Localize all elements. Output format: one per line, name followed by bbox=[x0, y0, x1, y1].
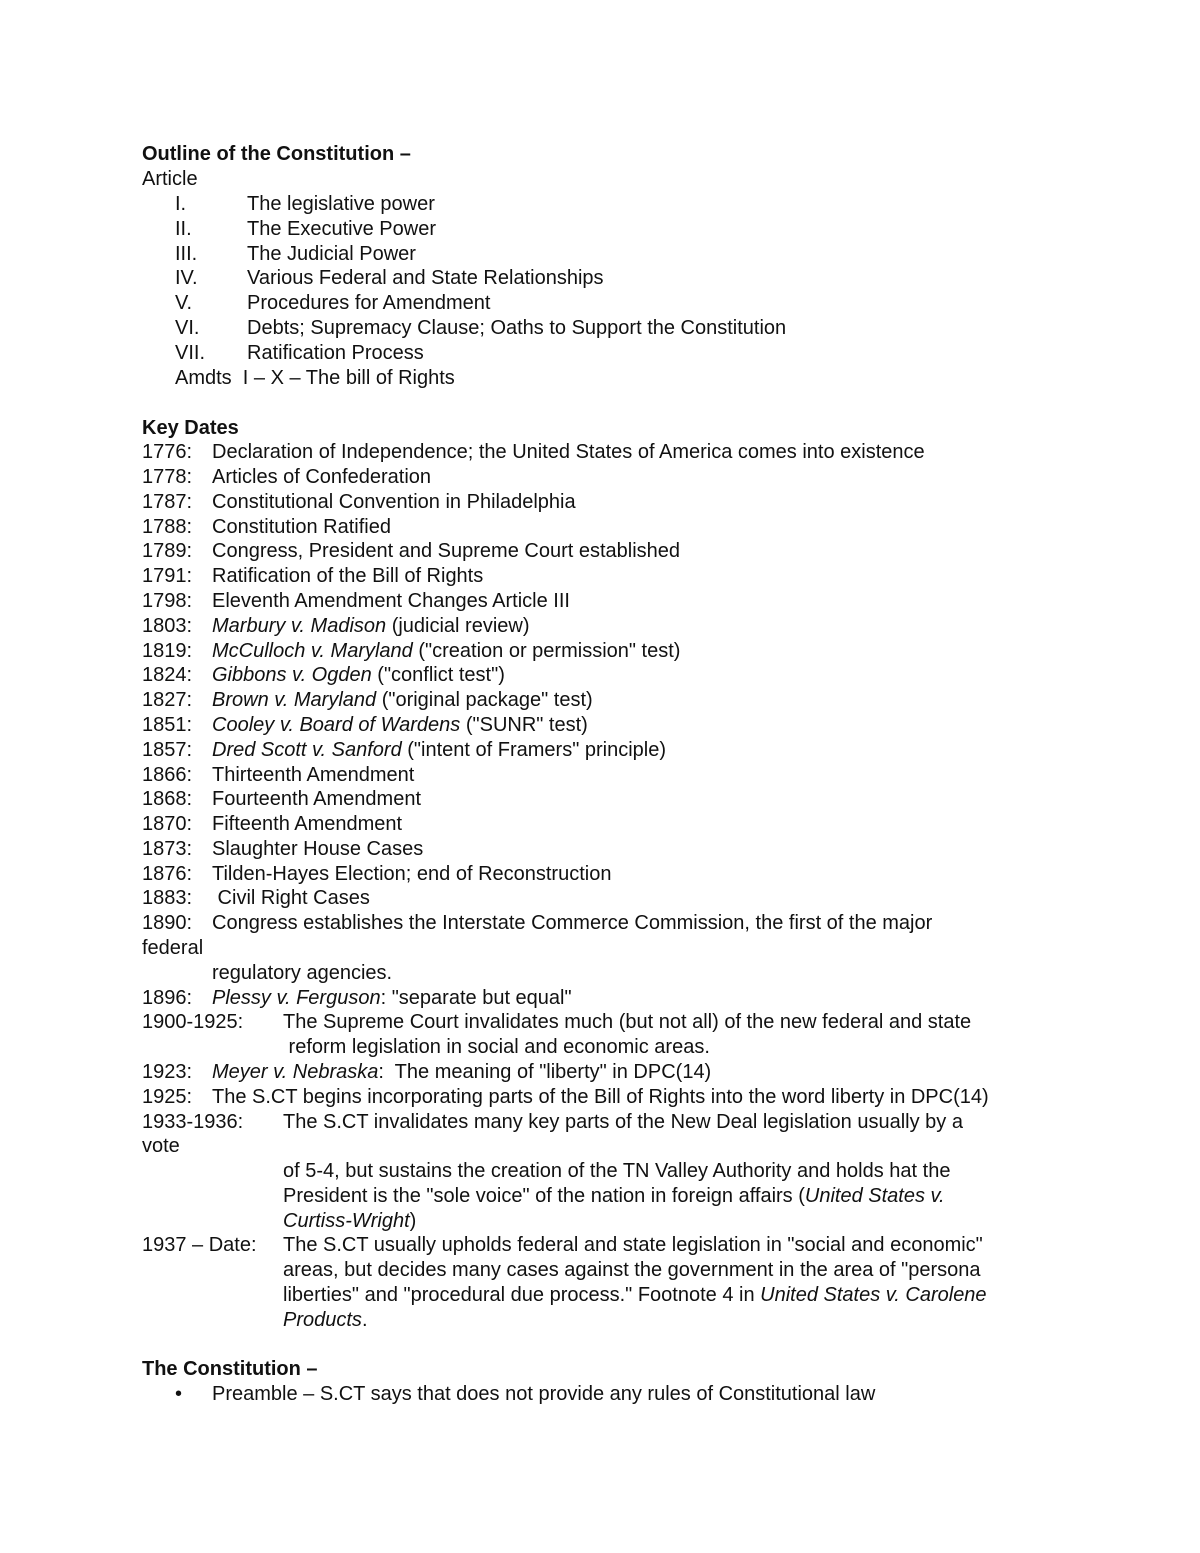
date-continuation bbox=[283, 1184, 945, 1208]
article-number: I. bbox=[175, 193, 187, 215]
date-text bbox=[212, 738, 666, 762]
date-year: 1866: bbox=[142, 764, 193, 786]
bullet-text: Preamble – S.CT says that does not provide any rules of Constitutional law bbox=[212, 1383, 876, 1405]
case-name: Brown v. Maryland bbox=[212, 689, 377, 711]
date-year: 1788: bbox=[142, 516, 193, 538]
date-wrap: federal bbox=[142, 937, 204, 959]
date-text bbox=[212, 713, 588, 737]
date-year: 1791: bbox=[142, 565, 193, 587]
bullet-icon: • bbox=[175, 1383, 183, 1405]
date-text: The S.CT usually upholds federal and state legislation in "social and economic" bbox=[283, 1234, 983, 1256]
continuation-text: . bbox=[361, 1309, 368, 1331]
article-number: V. bbox=[175, 292, 193, 314]
article-number: IV. bbox=[175, 267, 198, 289]
article-number: VII. bbox=[175, 342, 206, 364]
article-text: Ratification Process bbox=[247, 342, 424, 364]
date-continuation bbox=[283, 1308, 368, 1332]
case-note: ("intent of Framers" principle) bbox=[401, 739, 666, 761]
case-name: Plessy v. Ferguson bbox=[212, 987, 381, 1009]
case-name: Products bbox=[283, 1309, 362, 1331]
case-note: (judicial review) bbox=[386, 615, 530, 637]
date-text: Congress, President and Supreme Court established bbox=[212, 540, 681, 562]
date-text: Slaughter House Cases bbox=[212, 838, 424, 860]
date-text: Civil Right Cases bbox=[212, 887, 370, 909]
date-year: 1778: bbox=[142, 466, 193, 488]
article-text: Procedures for Amendment bbox=[247, 292, 491, 314]
date-year: 1883: bbox=[142, 887, 193, 909]
outline-heading: Outline of the Constitution – bbox=[142, 143, 411, 165]
date-continuation: areas, but decides many cases against the government in the area of "persona bbox=[283, 1259, 981, 1281]
date-year: 1787: bbox=[142, 491, 193, 513]
date-text: Congress establishes the Interstate Commerce Commission, the first of the major bbox=[212, 912, 933, 934]
key-dates-heading: Key Dates bbox=[142, 417, 239, 439]
date-year: 1900-1925: bbox=[142, 1011, 244, 1033]
date-text bbox=[212, 614, 530, 638]
date-year: 1868: bbox=[142, 788, 193, 810]
article-label: Article bbox=[142, 168, 198, 190]
constitution-heading: The Constitution – bbox=[142, 1358, 318, 1380]
date-text: The S.CT begins incorporating parts of the Bill of Rights into the word liberty in DPC(14) bbox=[212, 1086, 989, 1108]
date-continuation: reform legislation in social and economic areas. bbox=[283, 1036, 710, 1058]
article-text: The legislative power bbox=[247, 193, 435, 215]
date-text: Thirteenth Amendment bbox=[212, 764, 415, 786]
date-text: Fourteenth Amendment bbox=[212, 788, 422, 810]
case-name: Curtiss-Wright bbox=[283, 1210, 410, 1232]
continuation-text: President is the "sole voice" of the nation in foreign affairs ( bbox=[283, 1185, 805, 1207]
date-year: 1876: bbox=[142, 863, 193, 885]
date-text: Ratification of the Bill of Rights bbox=[212, 565, 484, 587]
article-number: II. bbox=[175, 218, 192, 240]
date-year: 1798: bbox=[142, 590, 193, 612]
date-year: 1819: bbox=[142, 640, 193, 662]
case-name: Cooley v. Board of Wardens bbox=[212, 714, 461, 736]
date-text: Constitution Ratified bbox=[212, 516, 391, 538]
date-year: 1789: bbox=[142, 540, 193, 562]
case-note: : The meaning of "liberty" in DPC(14) bbox=[378, 1061, 712, 1083]
date-text: Eleventh Amendment Changes Article III bbox=[212, 590, 570, 612]
case-note: ("original package" test) bbox=[376, 689, 593, 711]
date-text bbox=[212, 639, 680, 663]
date-continuation: of 5-4, but sustains the creation of the TN Valley Authority and holds hat the bbox=[283, 1160, 951, 1182]
date-continuation bbox=[283, 1283, 987, 1307]
case-note: ("conflict test") bbox=[371, 664, 505, 686]
date-year: 1824: bbox=[142, 664, 193, 686]
date-year: 1776: bbox=[142, 441, 193, 463]
case-name: Dred Scott v. Sanford bbox=[212, 739, 402, 761]
case-note: ("SUNR" test) bbox=[460, 714, 588, 736]
date-year: 1933-1936: bbox=[142, 1111, 244, 1133]
date-text bbox=[212, 1060, 711, 1084]
date-year: 1896: bbox=[142, 987, 193, 1009]
article-text: The Executive Power bbox=[247, 218, 436, 240]
article-text: Debts; Supremacy Clause; Oaths to Support the Constitution bbox=[247, 317, 787, 339]
date-year: 1857: bbox=[142, 739, 193, 761]
date-text: Tilden-Hayes Election; end of Reconstruction bbox=[212, 863, 612, 885]
case-name: United States v. bbox=[804, 1185, 945, 1207]
date-year: 1803: bbox=[142, 615, 193, 637]
date-year: 1873: bbox=[142, 838, 193, 860]
case-name: McCulloch v. Maryland bbox=[212, 640, 413, 662]
date-year: 1925: bbox=[142, 1086, 193, 1108]
date-year: 1923: bbox=[142, 1061, 193, 1083]
date-year: 1870: bbox=[142, 813, 193, 835]
date-year: 1937 – Date: bbox=[142, 1234, 257, 1256]
case-name: United States v. Carolene bbox=[760, 1284, 987, 1306]
date-text bbox=[212, 663, 505, 687]
article-number: III. bbox=[175, 243, 198, 265]
date-year: 1890: bbox=[142, 912, 193, 934]
date-text: Fifteenth Amendment bbox=[212, 813, 403, 835]
continuation-text: ) bbox=[409, 1210, 417, 1232]
date-year: 1851: bbox=[142, 714, 193, 736]
case-name: Meyer v. Nebraska bbox=[212, 1061, 379, 1083]
article-text: Various Federal and State Relationships bbox=[247, 267, 604, 289]
continuation-text: liberties" and "procedural due process." Footnote 4 in bbox=[283, 1284, 761, 1306]
date-continuation bbox=[283, 1209, 416, 1233]
case-note: : "separate but equal" bbox=[380, 987, 572, 1009]
date-text bbox=[212, 688, 593, 712]
date-text: The Supreme Court invalidates much (but not all) of the new federal and state bbox=[283, 1011, 972, 1033]
date-year: 1827: bbox=[142, 689, 193, 711]
date-text: The S.CT invalidates many key parts of the New Deal legislation usually by a bbox=[283, 1111, 963, 1133]
case-name: Marbury v. Madison bbox=[212, 615, 387, 637]
date-continuation: regulatory agencies. bbox=[212, 962, 393, 984]
date-text: Articles of Confederation bbox=[212, 466, 432, 488]
date-wrap: vote bbox=[142, 1135, 180, 1157]
amendments-line: Amdts I – X – The bill of Rights bbox=[175, 367, 455, 389]
case-note: ("creation or permission" test) bbox=[412, 640, 681, 662]
date-text: Declaration of Independence; the United States of America comes into existence bbox=[212, 441, 925, 463]
date-text: Constitutional Convention in Philadelphia bbox=[212, 491, 576, 513]
article-text: The Judicial Power bbox=[247, 243, 416, 265]
date-text bbox=[212, 986, 572, 1010]
article-number: VI. bbox=[175, 317, 200, 339]
case-name: Gibbons v. Ogden bbox=[212, 664, 372, 686]
